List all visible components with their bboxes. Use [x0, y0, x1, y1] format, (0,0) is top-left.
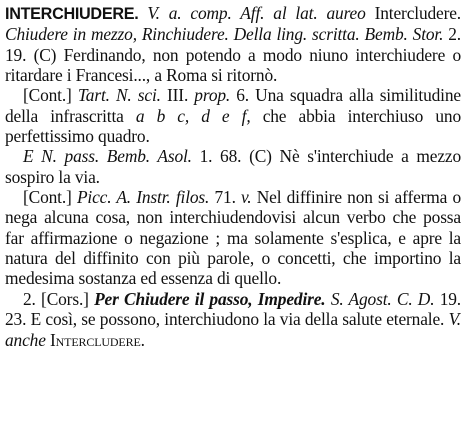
example-text: E così, se possono, interchiudono la via della salute eternale.	[30, 309, 445, 330]
letter-labels: a b c, d e f,	[135, 105, 251, 126]
headword: INTERCHIUDERE.	[5, 5, 139, 23]
citation-prop: prop.	[194, 85, 231, 106]
citation-tag: [Cors.]	[41, 288, 89, 309]
citation-source: Picc. A. Instr. filos.	[76, 187, 210, 208]
latin-etymon: Intercludere.	[374, 3, 462, 23]
example-text-cont: che abbia interchiuso uno perfettissimo quadro.	[5, 105, 462, 147]
example-text: Nel diffinire non si afferma o nega alcuna cosa, non interchiudendovisi alcun verbo che possa far affirmazione o negazione ; ma solamente s'esplica, e apre la natura del diffinito con più parole, o concetti, che importino la medesima sostanza ed essenza di quello.	[5, 187, 462, 289]
sense-number: 2.	[23, 288, 36, 309]
see-also: V. anche	[5, 309, 461, 350]
citation-tag: (C)	[249, 146, 272, 167]
citation-book: III.	[167, 85, 189, 106]
grammar-note: E N. pass.	[23, 146, 100, 167]
citation-tag: [Cont.]	[23, 187, 72, 208]
citation-tag: (C)	[33, 44, 57, 65]
example-text: Ferdinando, non potendo a modo niuno interchiudere o ritardare i Francesi..., a Roma si ritornò.	[5, 44, 461, 86]
example-text: Nè s'interchiude a mezzo sospiro la via.	[5, 146, 462, 187]
cross-reference: Intercludere.	[49, 329, 145, 350]
entry-sense-1	[5, 3, 461, 85]
definition: Per Chiudere il passo, Impedire.	[94, 288, 326, 309]
citation-location: 71.	[214, 187, 236, 208]
citation-verso: v.	[241, 187, 252, 208]
citation-source: S. Agost. C. D.	[330, 288, 435, 309]
citation-source: Tart. N. sci.	[77, 85, 161, 106]
citation-location: 1. 68.	[199, 146, 242, 167]
definition: Chiudere in mezzo, Rinchiudere. Della ling. scritta.	[5, 24, 360, 45]
citation-source: Bemb. Asol.	[106, 146, 192, 167]
citation-location: 2. 19.	[5, 24, 461, 65]
entry-example-2	[5, 85, 461, 146]
entry-sense-2	[5, 289, 461, 350]
citation-source: Bemb. Stor.	[364, 24, 444, 45]
entry-example-3	[5, 146, 461, 187]
entry-example-4	[5, 187, 461, 289]
citation-number: 6.	[236, 85, 250, 106]
citation-location: 19. 23.	[5, 288, 462, 330]
grammar-note: V. a. comp. Aff. al lat. aureo	[147, 3, 366, 23]
citation-tag: [Cont.]	[23, 85, 72, 106]
example-text: Una squadra alla similitudine della infrascritta	[5, 85, 461, 126]
